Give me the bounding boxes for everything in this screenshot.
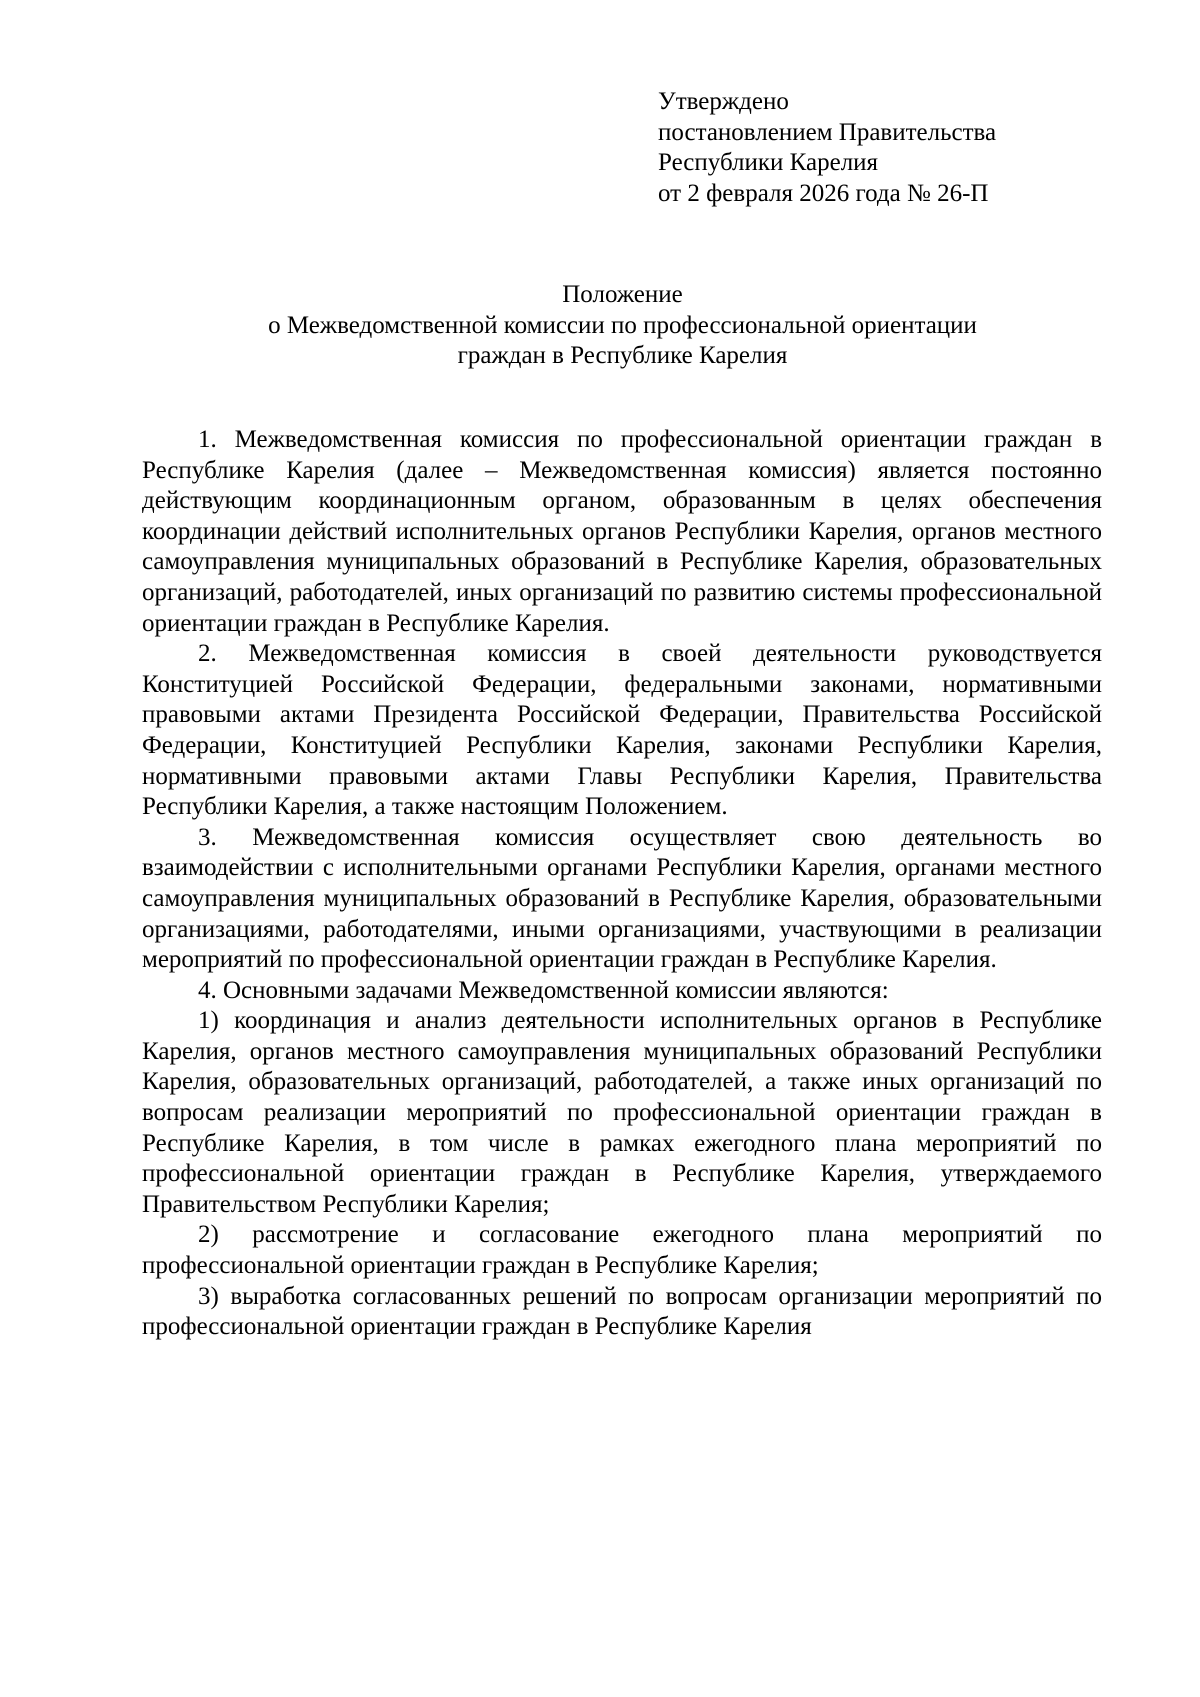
paragraph-1: 1. Межведомственная комиссия по профессиональной ориентации граждан в Республике Карелия (далее – Межведомственная комиссия) является постоянно действующим координационным органом, образованным в целях обеспечения координации действий исполнительных органов Республики Карелия, органов местного самоуправления муниципальных образований в Республике Карелия, образовательных организаций, работодателей, иных организаций по развитию системы профессиональной ориентации граждан в Республике Карелия.	[142, 426, 1102, 637]
approval-line-4: от 2 февраля 2026 года № 26-П	[658, 179, 989, 207]
document-body	[142, 425, 1102, 1343]
paragraph-3: 3. Межведомственная комиссия осуществляет свою деятельность во взаимодействии с исполнительными органами Республики Карелия, органами местного самоуправления муниципальных образований в Республике Карелия, образовательными организациями, работодателями, иными организациями, участвующими в реализации мероприятий по профессиональной ориентации граждан в Республике Карелия.	[142, 823, 1102, 974]
approval-stamp	[658, 87, 1138, 209]
paragraph-4: 4. Основными задачами Межведомственной комиссии являются:	[198, 976, 889, 1004]
approval-line-1: Утверждено	[658, 88, 789, 115]
title-line-3: граждан в Республике Карелия	[457, 342, 788, 370]
title-line-1: Положение	[562, 281, 683, 308]
approval-line-2: постановлением Правительства	[658, 118, 997, 146]
subparagraph-3: 3) выработка согласованных решений по вопросам организации мероприятий по профессиональной ориентации граждан в Республике Карелия	[142, 1282, 1102, 1341]
subparagraph-1: 1) координация и анализ деятельности исполнительных органов в Республике Карелия, органов местного самоуправления муниципальных образований Республики Карелия, образовательных организаций, работодателей, а также иных организаций по вопросам реализации мероприятий по профессиональной ориентации граждан в Республике Карелия, в том числе в рамках ежегодного плана мероприятий по профессиональной ориентации граждан в Республике Карелия, утверждаемого Правительством Республики Карелия;	[142, 1007, 1102, 1218]
paragraph-2: 2. Межведомственная комиссия в своей деятельности руководствуется Конституцией Российской Федерации, федеральными законами, нормативными правовыми актами Президента Российской Федерации, Правительства Российской Федерации, Конституцией Республики Карелия, законами Республики Карелия, нормативными правовыми актами Главы Республики Карелия, Правительства Республики Карелия, а также настоящим Положением.	[142, 640, 1102, 821]
approval-line-3: Республики Карелия	[658, 149, 879, 177]
document-title	[0, 280, 1200, 372]
subparagraph-2: 2) рассмотрение и согласование ежегодного плана мероприятий по профессиональной ориентации граждан в Республике Карелия;	[142, 1221, 1102, 1280]
title-line-2: о Межведомственной комиссии по профессиональной ориентации	[268, 311, 977, 339]
